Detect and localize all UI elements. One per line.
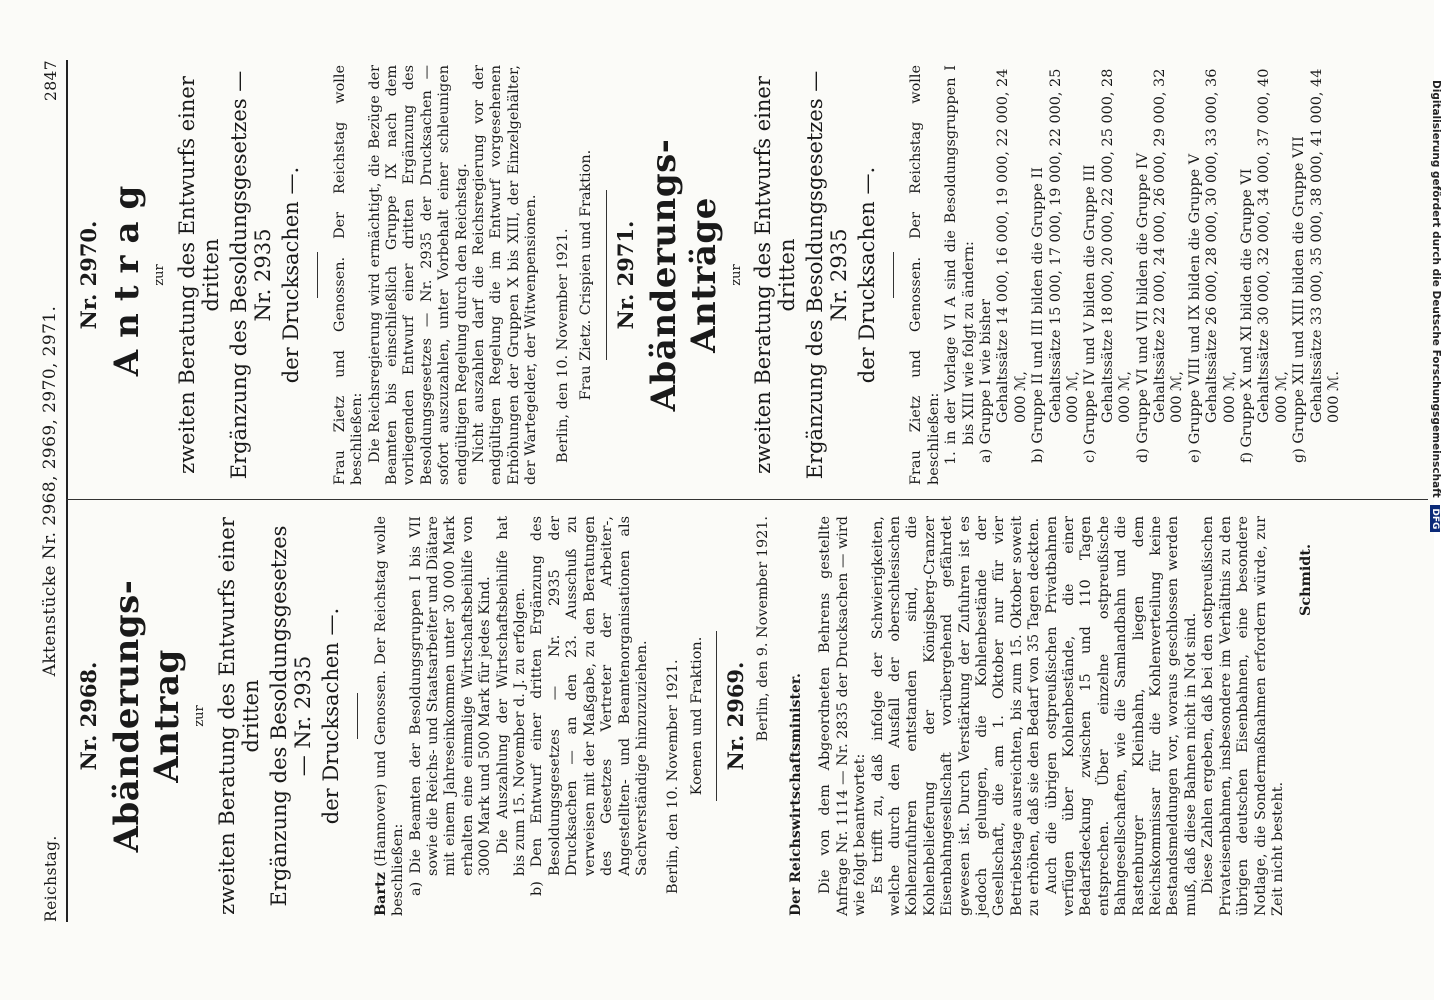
doc-subject-1: zweiten Beratung des Entwurfs einer dritten [214, 517, 263, 915]
doc-number: Nr. 2969. [723, 661, 749, 771]
reply-paragraph-2: Auch die übrigen ostpreußischen Privatbahnen verfügen über Kohlenbestände, die einer Bedarfsdeckung zwischen 15 und 110 Tagen entsprechen. Über einzelne ostpreußische Bahngesellschaften, wie die Samlandbahn und die Rastenburger Kleinbahn, liegen dem Reichskommissar für die Kohlenverteilung keine Bestandsmeldungen vor, woraus geschlossen werden muß, daß diese Bahnen nicht in Not sind. [1043, 516, 1199, 916]
header-left: Reichstag. [42, 835, 60, 922]
separator-rule [893, 252, 894, 298]
separator-rule [606, 190, 607, 360]
motion-signature: Frau Zietz. Crispien und Fraktion. [578, 149, 595, 401]
doc-number: Nr. 2970. [76, 220, 101, 330]
group-values: Gehaltssätze 26 000, 28 000, 30 000, 33 000, 36 000 ℳ, [1204, 68, 1238, 423]
document-2968 [76, 516, 706, 916]
motion-item-1: 1. in der Vorlage VI A sind die Besoldungsgruppen I bis XIII wie folgt zu ändern: [943, 65, 977, 465]
motion-date: Berlin, den 10. November 1921. [665, 659, 682, 894]
motion-author: Bartz [371, 872, 389, 916]
doc-subject-1: zweiten Beratung des Entwurfs einer dritten [174, 76, 223, 474]
separator-rule [317, 252, 318, 298]
motion-item-a2: Die Auszahlung der Wirtschaftsbeihilfe hat bis zum 15. November d. J. zu erfolgen. [494, 516, 529, 876]
header-title: Aktenstücke Nr. 2968, 2969, 2970, 2971. [40, 305, 60, 677]
motion-paragraph-1: Die Reichsregierung wird ermächtigt, die Bezüge der Beamten bis einschließlich Gruppe IX nach dem vorliegenden Entwurf einer dritten Ergänzung des Besoldungsgesetzes — Nr. 2935 der Drucksachen — sofort auszuzahlen, unter Vorbehalt einer schleunigen endgültigen Regelung durch den Reichstag. [366, 65, 470, 485]
separator-rule [357, 693, 358, 739]
doc-zur: zur [192, 705, 208, 727]
document-2970 [76, 65, 596, 485]
doc-subject-2: Ergänzung des Besoldungsgesetzes — Nr. 2935 [266, 525, 315, 907]
group-label: f) Gruppe X und XI bilden die Gruppe VI [1239, 168, 1256, 463]
group-values: Gehaltssätze 15 000, 17 000, 19 000, 22 000, 25 000 ℳ, [1047, 68, 1081, 423]
motion-paragraph-2: Nicht auszahlen darf die Reichsregierung vor der endgültigen Regelung die im Entwurf vorgesehenen Erhöhungen der Gruppen X bis XIII, der Einzelgehälter, der Wartegelder, der Witwenpensionen. [471, 65, 540, 485]
doc-subject-1: zweiten Beratung des Entwurfs einer dritten [751, 76, 800, 474]
doc-number: Nr. 2968. [76, 661, 101, 771]
reply-paragraph-3: Diese Zahlen ergeben, daß bei den ostpreußischen Privateisenbahnen, insbesondere im Verhältnis zu den übrigen deutschen Eisenbahnen, eine besondere Notlage, die Sondermaßnahmen erfordern würde, zur Zeit nicht besteht. [1200, 516, 1286, 916]
motion-item-b: b) Den Entwurf einer dritten Ergänzung des Besoldungsgesetzes — Nr. 2935 der Drucksachen — an den 23. Ausschuß zu verweisen mit der Maßgabe, zu den Beratungen des Gesetzes Vertreter der Arbeiter-, Angestellten- und Beamtenorganisationen als Sachverständige hinzuzuziehen. [529, 516, 650, 896]
page-number: 2847 [42, 60, 60, 102]
motion-date: Berlin, den 10. November 1921. [554, 228, 571, 463]
group-values: Gehaltssätze 18 000, 20 000, 22 000, 25 000, 28 000 ℳ, [1099, 68, 1134, 423]
motion-intro: Frau Zietz und Genossen. Der Reichstag wolle beschließen: [908, 65, 942, 485]
document-2971 [612, 65, 1344, 485]
reply-paragraph-1: Es trifft zu, daß infolge der Schwierigkeiten, welche durch den Ausfall der oberschlesischen Kohlenzufuhren entstanden sind, die Kohlenbelieferung der Königsberg-Cranzer Eisenbahngesellschaft vorübergehend gefährdet gewesen ist. Durch Verstärkung der Zufuhren ist es jedoch gelungen, die Kohlenbestände der Gesellschaft, die am 1. Oktober nur für vier Betriebstage ausreichten, bis zum 15. Oktober soweit zu erhöhen, daß sie den Bedarf von 35 Tagen deckten. [869, 516, 1043, 916]
group-label: a) Gruppe I wie bisher [977, 298, 994, 463]
digitization-text: Digitalisierung gefördert durch die Deutsche Forschungsgemeinschaft [1430, 80, 1442, 498]
doc-subject-3: der Drucksachen —. [318, 607, 343, 825]
doc-subject-3: der Drucksachen —. [855, 166, 880, 384]
dfg-logo: DFG [1430, 505, 1440, 532]
group-label: b) Gruppe II und III bilden die Gruppe II [1030, 167, 1047, 463]
motion-intro: Frau Zietz und Genossen. Der Reichstag wolle beschließen: [331, 65, 366, 485]
doc-subject-2: Ergänzung des Besoldungsgesetzes — Nr. 2935 [226, 70, 275, 480]
group-list [978, 65, 1344, 485]
group-label: d) Gruppe VI und VII bilden die Gruppe IV [1134, 153, 1151, 463]
right-column [72, 65, 1422, 485]
doc-heading: Abänderungs-Antrag [107, 579, 188, 853]
group-label: g) Gruppe XII und XIII bilden die Gruppe VII [1291, 136, 1308, 463]
group-values: Gehaltssätze 33 000, 35 000, 38 000, 41 000, 44 000 ℳ. [1308, 68, 1343, 423]
group-label: e) Gruppe VIII und IX bilden die Gruppe V [1186, 153, 1203, 463]
column-divider [66, 499, 1428, 500]
reply-date: Berlin, den 9. November 1921. [754, 516, 771, 742]
reply-intro: Die von dem Abgeordneten Behrens gestellte Anfrage Nr. 1114 — Nr. 2835 der Drucksachen — wird wie folgt beantwortet: [817, 516, 869, 916]
reply-signature: Schmidt. [1297, 544, 1315, 617]
motion-item-a: a) Die Beamten der Besoldungsgruppen I bis VII sowie die Reichs- und Staatsarbeiter und Diätare mit einem Jahreseinkommen unter 30 000 Mark erhalten eine einmalige Wirtschaftsbeihilfe von 3000 Mark und 500 Mark für jedes Kind. [407, 516, 494, 896]
left-column [72, 516, 1422, 916]
group-label: c) Gruppe IV und V bilden die Gruppe III [1082, 164, 1099, 463]
doc-zur: zur [728, 264, 744, 286]
motion-intro-text: (Hannover) und Genossen. Der Reichstag wolle beschließen: [372, 516, 407, 916]
doc-number: Nr. 2971. [612, 220, 638, 330]
group-values: Gehaltssätze 14 000, 16 000, 19 000, 22 000, 24 000 ℳ, [995, 68, 1029, 423]
doc-subject-3: der Drucksachen —. [278, 166, 303, 384]
doc-heading: Abänderungs-Anträge [643, 138, 724, 412]
group-values: Gehaltssätze 30 000, 32 000, 34 000, 37 000, 40 000 ℳ, [1256, 68, 1290, 423]
page-header [20, 60, 68, 922]
separator-rule [716, 631, 717, 801]
document-2969 [723, 516, 1315, 916]
motion-intro [372, 516, 408, 916]
doc-heading: Antrag [107, 173, 148, 377]
doc-zur: zur [152, 264, 168, 286]
doc-subject-2: Ergänzung des Besoldungsgesetzes — Nr. 2935 [803, 70, 852, 480]
reply-author: Der Reichswirtschaftsminister. [787, 673, 804, 916]
motion-signature: Koenen und Fraktion. [688, 636, 705, 796]
group-values: Gehaltssätze 22 000, 24 000, 26 000, 29 000, 32 000 ℳ, [1152, 68, 1186, 423]
